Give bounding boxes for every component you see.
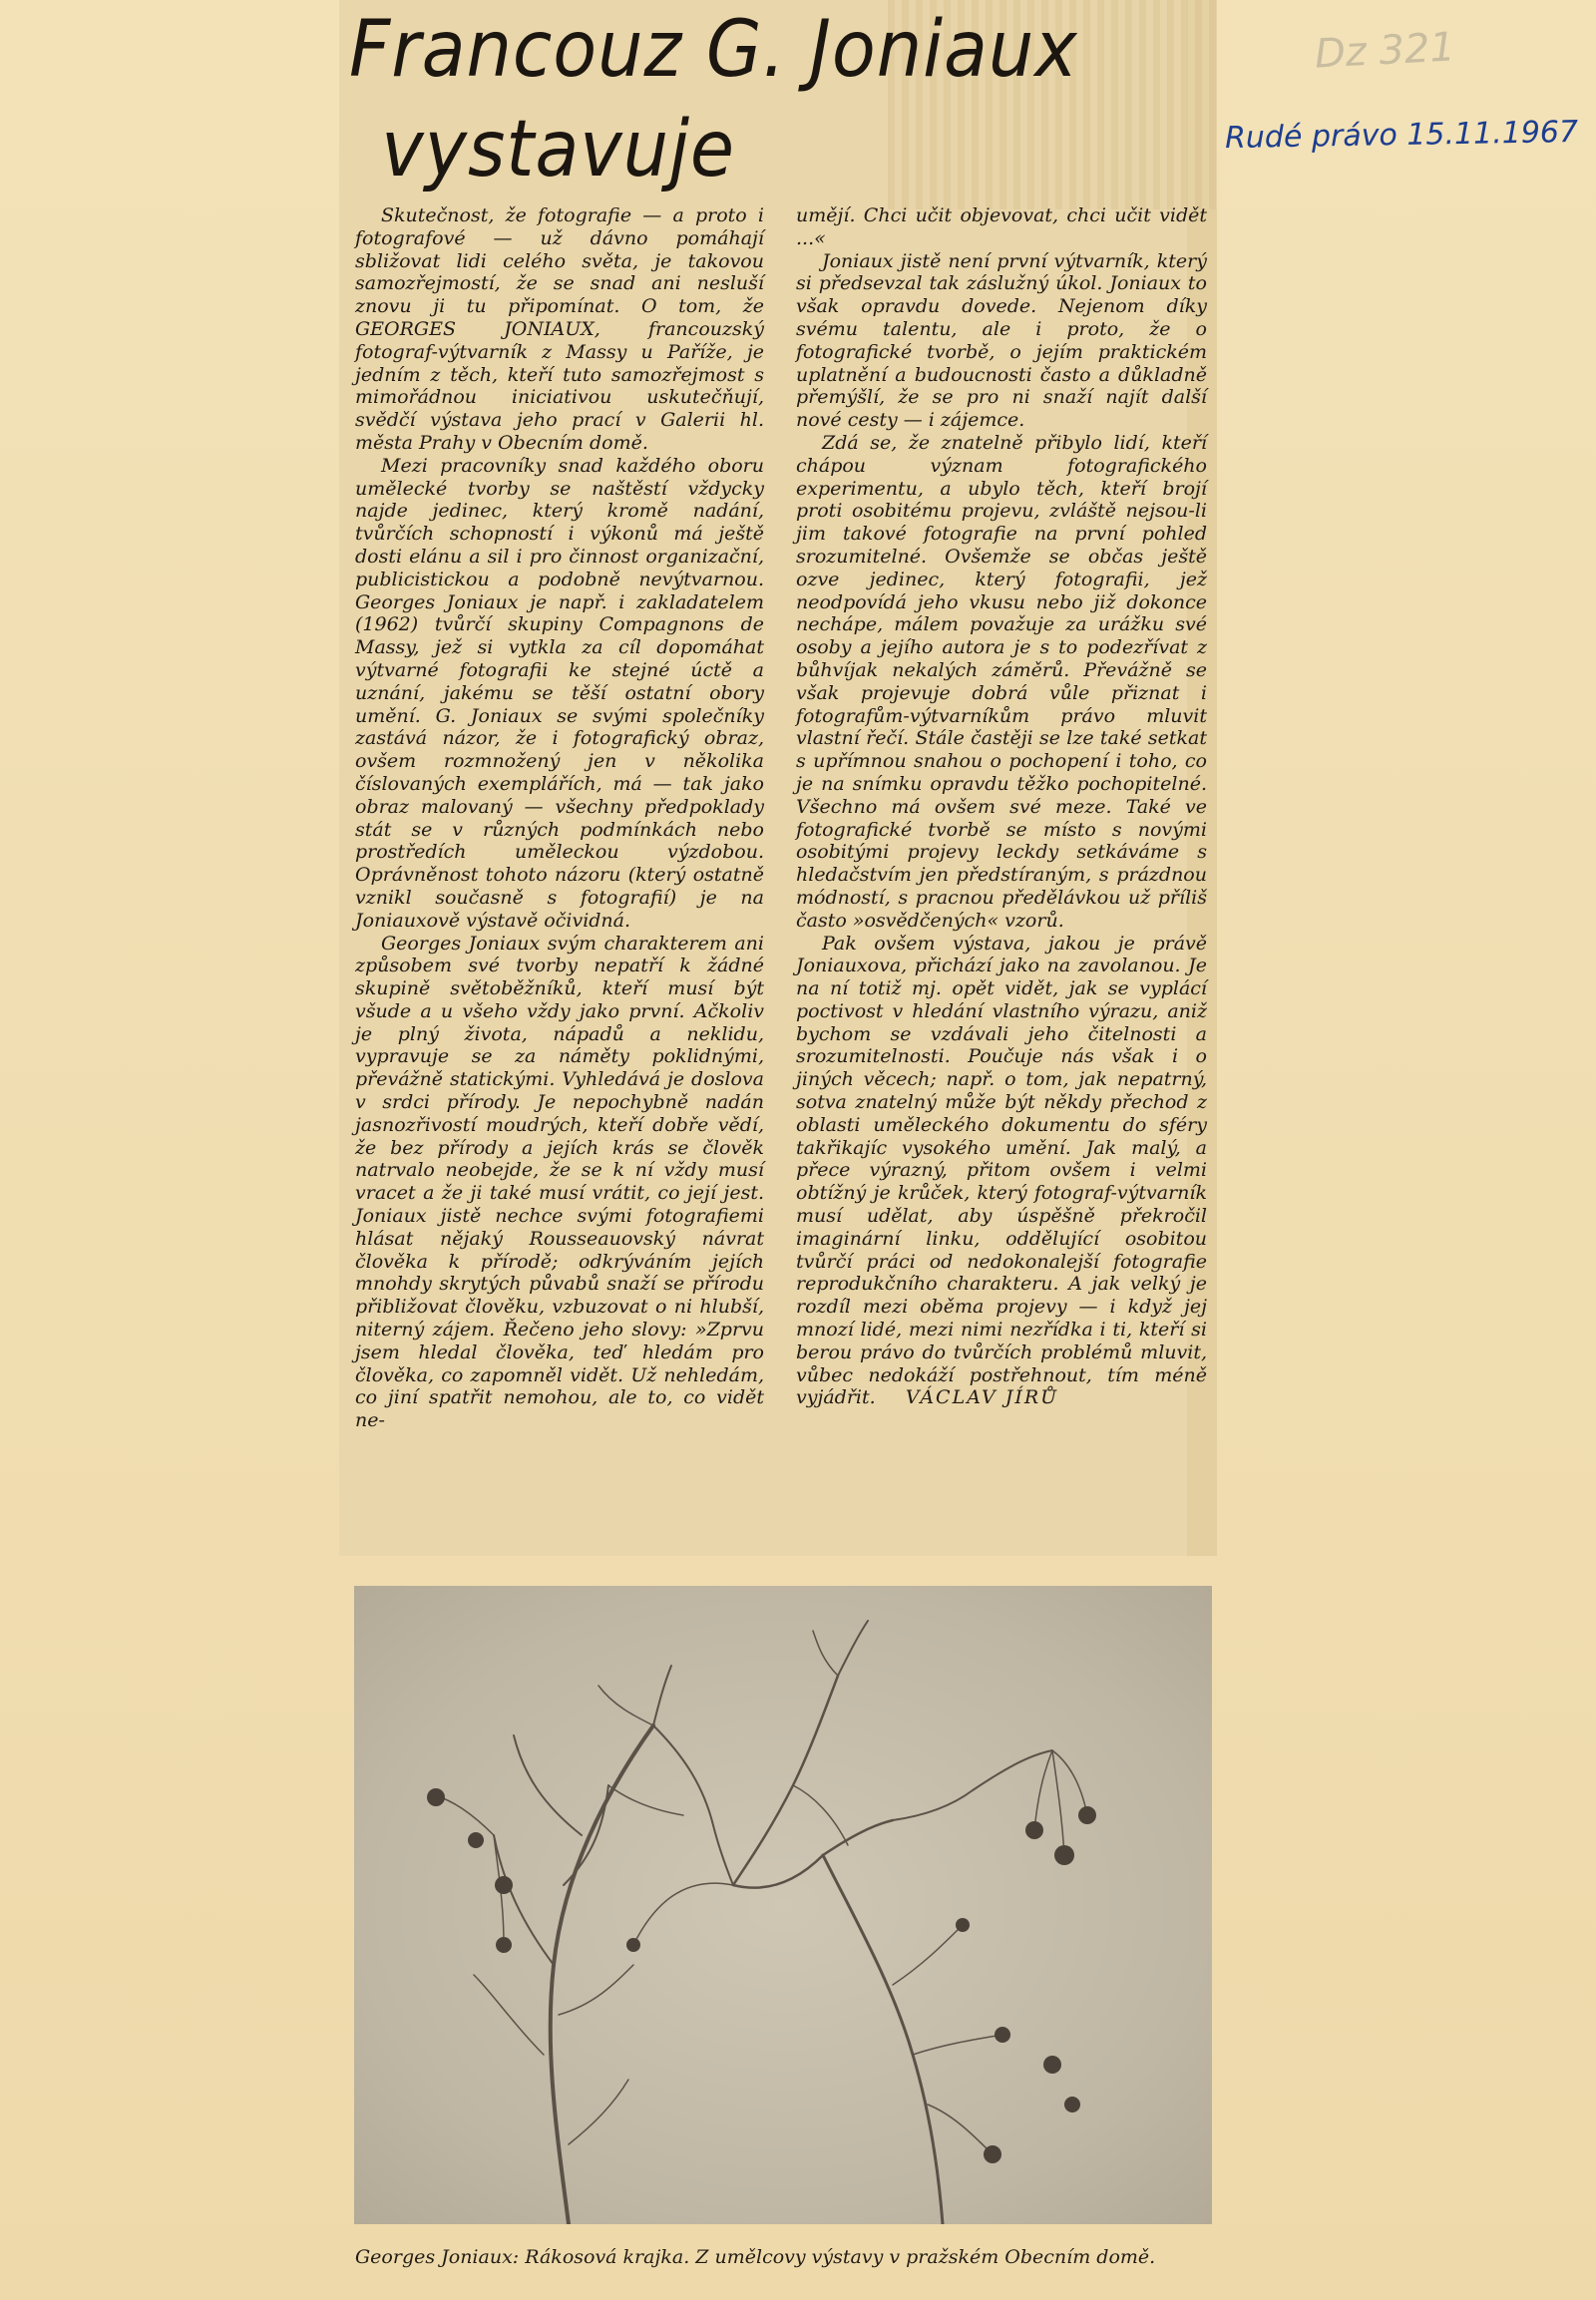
reed-lace-photo <box>354 1586 1212 2224</box>
author-signature: VÁCLAV JÍRŮ <box>905 1386 1059 1409</box>
paragraph-text: Pak ovšem výstava, jakou je právě Joniauxova, přichází jako na zavolanou. Je na ní totiž mj. opět vidět, jak se vyplácí poctivost v hledání vlastního výrazu, aniž bychom se vzdávali jeho čitelnosti a srozumitelnosti. Poučuje nás však i o jiných věcech; např. o tom, jak nepatrný, sotva znatelný může být někdy přechod z oblasti uměleckého dokumentu do sféry takřikajíc vysokého umění. Jak malý, a přece výrazný, přitom ovšem i velmi obtížný je krůček, který fotograf-výtvarník musí udělat, aby úspěšně překročil imaginární linku, oddělující osobitou tvůrčí práci od nedokonalejší fotografie reprodukčního charakteru. A jak velký je rozdíl mezi oběma projevy — i když jej mnozí lidé, mezi nimi nezřídka i ti, kteří si berou právo do tvůrčích problémů mluvit, vůbec nedokáží postřehnout, tím méně vyjádřit. <box>796 932 1207 1409</box>
paragraph: Joniaux jistě není první výtvarník, který si předsevzal tak záslužný úkol. Joniaux to však opravdu dovede. Nejenom díky svému talentu, ale i proto, že o fotografické tvorbě, o jejím praktickém uplatnění a budoucnosti často a důkladně přemýšlí, že se pro ni snaží najít další nové cesty — i zájemce. <box>796 249 1207 432</box>
headline <box>349 0 1078 199</box>
paragraph: umějí. Chci učit objevovat, chci učit vidět ...« <box>796 204 1207 249</box>
article-right-column <box>796 204 1207 1409</box>
photo-caption: Georges Joniaux: Rákosová krajka. Z umělcovy výstavy v pražském Obecním domě. <box>355 2246 1156 2268</box>
handwritten-archive-ref: Dz 321 <box>1313 24 1456 78</box>
paragraph: Georges Joniaux svým charakterem ani způsobem své tvorby nepatří k žádné skupině světoběžníků, kteří musí být všude a u všeho vždy jako první. Ačkoliv je plný života, nápadů a neklidu, vypravuje se za náměty poklidnými, převážně statickými. Vyhledává je doslova v srdci přírody. Je nepochybně nadán jasnozřivostí moudrých, kteří dobře vědí, že bez přírody a jejích krás se člověk natrvalo neobejde, že se k ní vždy musí vracet a že ji také musí vrátit, co její jest. Joniaux jistě nechce svými fotografiemi hlásat nějaký Rousseauovský návrat člověka k přírodě; odkrýváním jejích mnohdy skrytých půvabů snaží se přírodu přibližovat člověku, vzbuzovat o ni hlubší, niterný zájem. Řečeno jeho slovy: »Zprvu jsem hledal člověka, teď hledám pro člověka, co zapomněl vidět. Už nehledám, co jiní spatřit nemohou, ale to, co vidět ne- <box>355 932 764 1432</box>
article-photograph <box>354 1586 1212 2224</box>
headline-line-2: vystavuje <box>381 105 735 194</box>
paragraph: Skutečnost, že fotografie — a proto i fotografové — už dávno pomáhají sbližovat lidi celého světa, je takovou samozřejmostí, že se snad ani nesluší znovu ji tu připomínat. O tom, že GEORGES JONIAUX, francouzský fotograf-výtvarník z Massy u Paříže, je jedním z těch, kteří tuto samozřejmost s mimořádnou iniciativou uskutečňují, svědčí výstava jeho prací v Galerii hl. města Prahy v Obecním domě. <box>355 204 764 454</box>
headline-line-1: Francouz G. Joniaux <box>349 5 1078 95</box>
paragraph-with-signature <box>796 933 1207 1410</box>
paragraph: Zdá se, že znatelně přibylo lidí, kteří chápou význam fotografického experimentu, a ubylo těch, kteří brojí proti osobitému projevu, zvláště nejsou-li jim takové fotografie na první pohled srozumitelné. Ovšemže se občas ještě ozve jedinec, který fotografii, jež neodpovídá jeho vkusu nebo již dokonce nechápe, málem považuje za urážku své osoby a jejího autora je s to podezřívat z bůhvíjak nekalých záměrů. Převážně se však projevuje dobrá vůle přiznat i fotografům-výtvarníkům právo mluvit vlastní řečí. Stále častěji se lze také setkat s upřímnou snahou o pochopení i toho, co je na snímku opravdu těžko pochopitelné. Všechno má ovšem své meze. Také ve fotografické tvorbě se místo s novými osobitými projevy leckdy setkáváme s hledačstvím jen předstíraným, s prázdnou módností, s pracnou předělávkou už příliš často »osvědčených« vzorů. <box>796 431 1207 932</box>
handwritten-source-note: Rudé právo 15.11.1967 <box>1224 114 1579 157</box>
paragraph: Mezi pracovníky snad každého oboru umělecké tvorby se naštěstí vždycky najde jedinec, který kromě nadání, tvůrčích schopností i výkonů má ještě dosti elánu a sil i pro činnost organizační, publicistickou a podobně nevýtvarnou. Georges Joniaux je např. i zakladatelem (1962) tvůrčí skupiny Compagnons de Massy, jež si vytkla za cíl dopomáhat výtvarné fotografii ke stejné úctě a uznání, jakému se těší ostatní obory umění. G. Joniaux se svými společníky zastává názor, že i fotografický obraz, ovšem rozmnožený jen v několika číslovaných exemplářích, má — tak jako obraz malovaný — všechny předpoklady stát se v různých podmínkách nebo prostředích uměleckou výzdobou. Oprávněnost tohoto názoru (který ostatně vznikl současně s fotografií) je na Joniauxově výstavě očividná. <box>355 454 764 932</box>
article-left-column <box>355 204 764 1432</box>
